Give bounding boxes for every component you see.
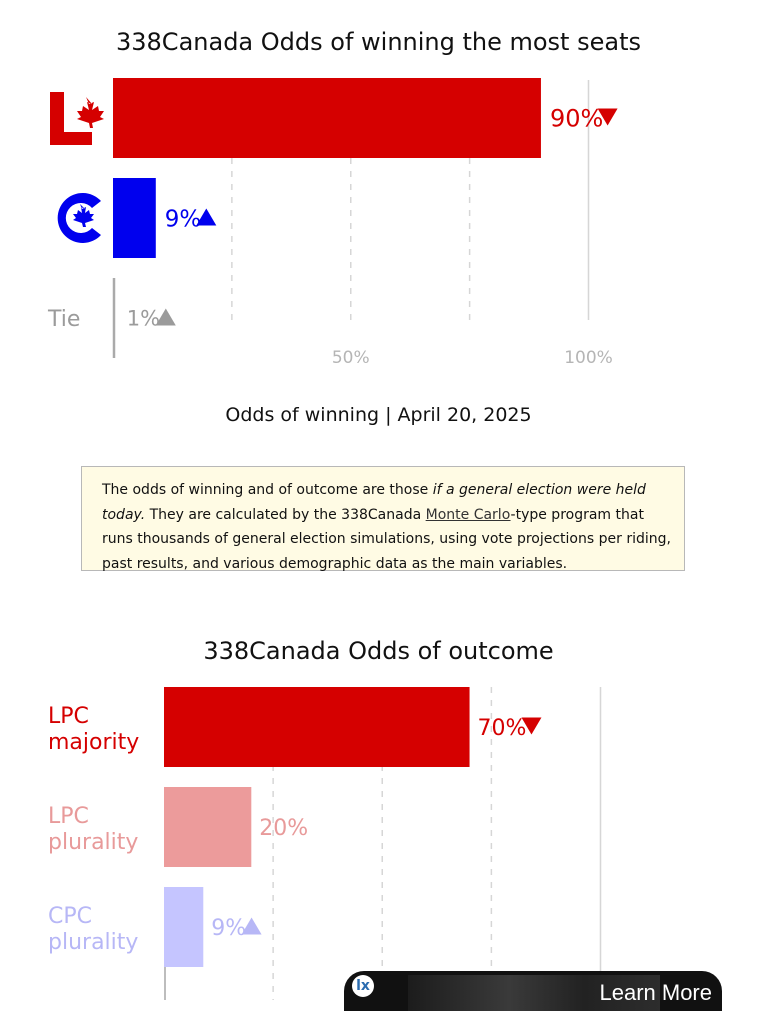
- note-text-2: They are calculated by the 338Canada: [145, 506, 426, 523]
- ad-banner[interactable]: [344, 971, 722, 1011]
- x-tick-label: 100%: [564, 348, 613, 368]
- value-label: 20%: [259, 816, 309, 841]
- value-label: 90%: [549, 104, 604, 133]
- note-emphasis: if a general election were held today.: [102, 482, 646, 523]
- value-label: 9%: [164, 206, 202, 233]
- chart1-subtitle: Odds of winning | April 20, 2025: [225, 404, 532, 426]
- category-label: majority: [48, 730, 140, 755]
- bar-lpc-majority: [164, 687, 470, 767]
- learn-more-button[interactable]: Learn More: [599, 980, 712, 1005]
- x-tick-label: 50%: [331, 348, 370, 368]
- category-label: CPC: [48, 904, 92, 929]
- category-label: plurality: [48, 830, 139, 855]
- bar-lpc-plurality: [164, 787, 251, 867]
- ad-logo-icon: lx: [352, 975, 374, 997]
- bar-cpc-plurality: [164, 887, 203, 967]
- chart1-title: 338Canada Odds of winning the most seats: [116, 28, 641, 56]
- value-label: 70%: [477, 716, 527, 741]
- note-text-3: -type program that runs thousands of general election simulations, using vote projections per riding, past results, and various demographic data as the main variables.: [102, 506, 671, 572]
- category-label: LPC: [48, 704, 89, 729]
- category-label: plurality: [48, 930, 139, 955]
- chart2-title: 338Canada Odds of outcome: [203, 637, 554, 665]
- value-label: 1%: [126, 306, 161, 331]
- monte-carlo-link[interactable]: Monte Carlo: [425, 506, 511, 523]
- category-label-tie: Tie: [48, 307, 81, 332]
- note-text-1: The odds of winning and of outcome are those: [102, 482, 433, 498]
- category-label: LPC: [48, 804, 89, 829]
- value-label: 9%: [211, 916, 247, 941]
